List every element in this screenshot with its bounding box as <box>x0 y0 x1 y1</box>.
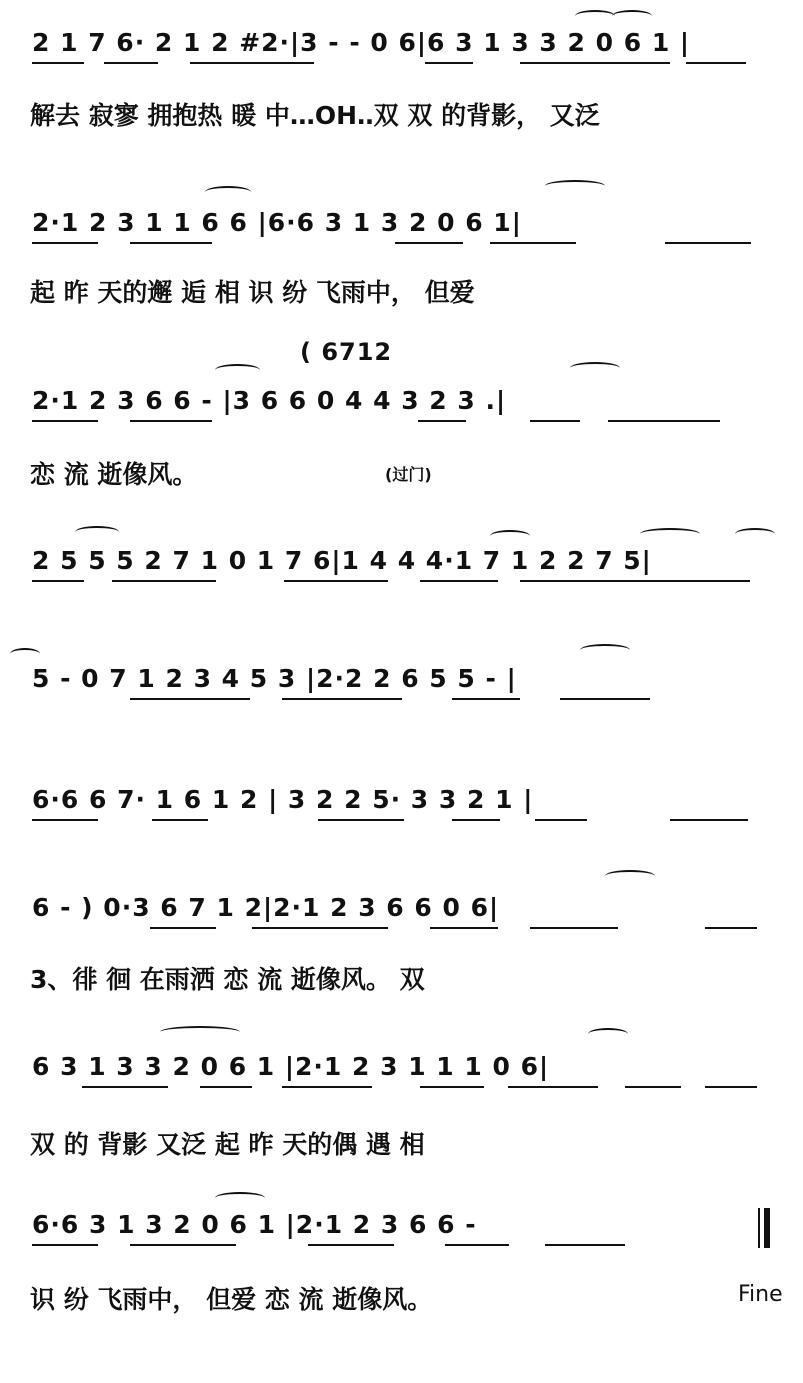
beam <box>705 927 757 929</box>
beam <box>530 420 580 422</box>
score-line-1-lyrics: 解去 寂寥 拥抱热 暖 中…OH‥双 双 的背影， 又泛 <box>30 101 600 130</box>
beam <box>112 580 216 582</box>
beam <box>32 580 84 582</box>
score-line-7-notes: 6 - ) 0·3 6 7 1 2|2·1 2 3 6 6 0 6| <box>32 893 500 922</box>
beam <box>308 1244 394 1246</box>
beam <box>625 1086 681 1088</box>
beam <box>420 580 498 582</box>
beam <box>32 242 98 244</box>
beam <box>545 1244 625 1246</box>
beam <box>490 242 576 244</box>
beam <box>665 242 751 244</box>
slur <box>605 870 655 882</box>
slur <box>735 528 775 540</box>
slur <box>640 528 700 540</box>
beam <box>130 1244 236 1246</box>
score-line-3-interlude-notes: ( 6712 <box>300 338 393 366</box>
beam <box>508 1086 598 1088</box>
beam <box>418 420 466 422</box>
score-line-5-notes: 5 - 0 7 1 2 3 4 5 3 |2·2 2 6 5 5 - | <box>32 664 517 693</box>
slur <box>215 364 260 376</box>
beam <box>420 1086 484 1088</box>
score-line-9-lyrics: 识 纷 飞雨中， 但爱 恋 流 逝像风。 <box>30 1285 433 1314</box>
slur <box>612 10 652 22</box>
beam <box>425 62 473 64</box>
score-line-8-lyrics: 双 的 背影 又泛 起 昨 天的偶 遇 相 <box>30 1130 425 1159</box>
beam <box>670 819 748 821</box>
interlude-label: (过门) <box>385 465 432 484</box>
slur <box>490 530 530 542</box>
score-line-7-lyrics: 3、徘 徊 在雨洒 恋 流 逝像风。 双 <box>30 965 425 994</box>
beam <box>130 420 212 422</box>
score-line-1-notes: 2 1 7 6· 2 1 2 #2·|3 - - 0 6|6 3 1 3 3 2 0 6 1 | <box>32 28 691 57</box>
score-line-8-notes: 6 3 1 3 3 2 0 6 1 |2·1 2 3 1 1 1 0 6| <box>32 1052 550 1081</box>
slur <box>575 10 615 22</box>
beam <box>82 1086 168 1088</box>
slur <box>75 526 119 538</box>
slur <box>205 186 251 198</box>
beam <box>32 62 84 64</box>
beam <box>32 420 98 422</box>
beam <box>152 819 208 821</box>
beam <box>130 698 250 700</box>
beam <box>686 62 746 64</box>
beam <box>200 1086 252 1088</box>
beam <box>282 1086 372 1088</box>
slur <box>580 644 630 656</box>
beam <box>520 62 670 64</box>
beam <box>150 927 216 929</box>
score-line-9-notes: 6·6 3 1 3 2 0 6 1 |2·1 2 3 6 6 - <box>32 1210 477 1239</box>
beam <box>284 580 388 582</box>
beam <box>318 819 404 821</box>
beam <box>530 927 618 929</box>
slur <box>570 362 620 374</box>
beam <box>452 819 500 821</box>
beam <box>104 62 158 64</box>
slur <box>10 648 40 660</box>
final-barline-thin <box>758 1208 760 1248</box>
score-line-4-notes: 2 5 5 5 2 7 1 0 1 7 6|1 4 4 4·1 7 1 2 2 7 5| <box>32 546 652 575</box>
beam <box>452 698 520 700</box>
beam <box>32 819 98 821</box>
beam <box>560 698 650 700</box>
beam <box>252 927 388 929</box>
final-barline-thick <box>764 1208 770 1248</box>
beam <box>608 420 720 422</box>
beam <box>705 1086 757 1088</box>
beam <box>395 242 463 244</box>
beam <box>190 62 314 64</box>
beam <box>520 580 750 582</box>
score-line-6-notes: 6·6 6 7· 1 6 1 2 | 3 2 2 5· 3 3 2 1 | <box>32 785 534 814</box>
fine-marking: Fine <box>738 1282 783 1307</box>
beam <box>430 927 498 929</box>
slur <box>160 1026 240 1038</box>
slur <box>588 1028 628 1040</box>
beam <box>445 1244 509 1246</box>
score-line-2-lyrics: 起 昨 天的邂 逅 相 识 纷 飞雨中， 但爱 <box>30 278 475 307</box>
beam <box>282 698 402 700</box>
score-line-3-lyrics: 恋 流 逝像风。 <box>30 460 198 489</box>
slur <box>545 180 605 192</box>
score-line-2-notes: 2·1 2 3 1 1 6 6 |6·6 3 1 3 2 0 6 1| <box>32 208 522 237</box>
beam <box>32 1244 98 1246</box>
score-line-3-notes: 2·1 2 3 6 6 - |3 6 6 0 4 4 3 2 3 .| <box>32 386 507 415</box>
beam <box>130 242 212 244</box>
slur <box>215 1192 265 1204</box>
beam <box>535 819 587 821</box>
